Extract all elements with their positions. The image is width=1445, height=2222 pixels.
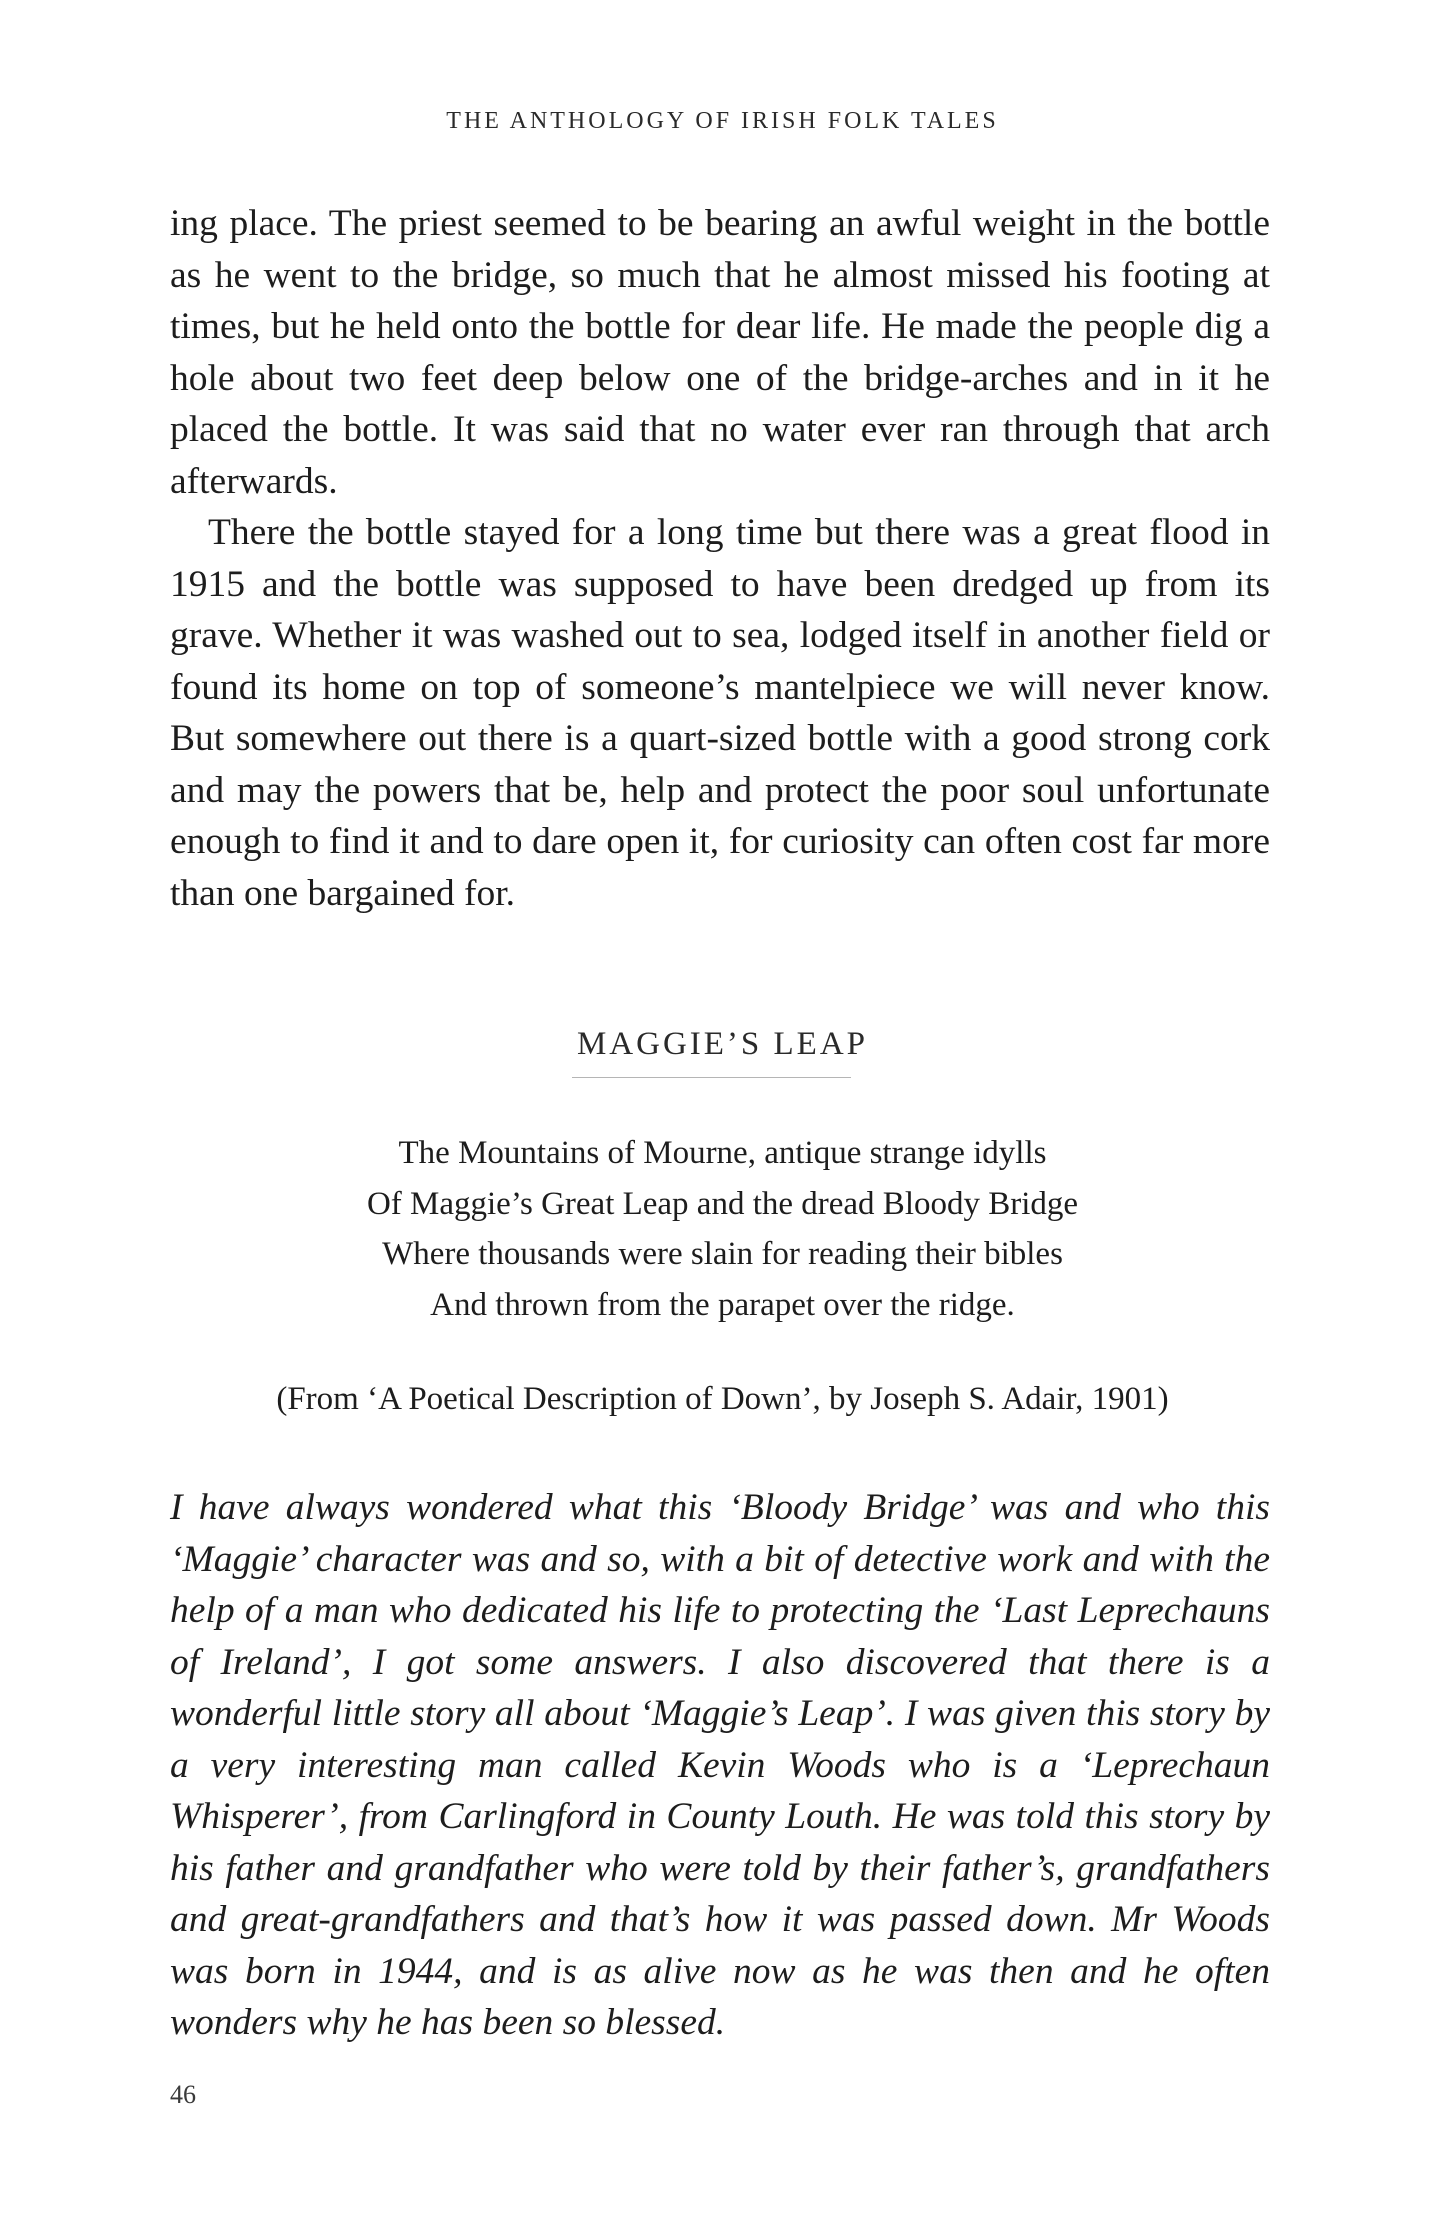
body-text bbox=[170, 198, 1270, 919]
poem-epigraph bbox=[0, 1128, 1445, 1330]
intro-text bbox=[170, 1482, 1270, 2049]
title-rule bbox=[572, 1077, 851, 1078]
paragraph-flood: There the bottle stayed for a long time but there was a great flood in 1915 and the bottle was supposed to have been dredged up from its grave. Whether it was washed out to sea, lodged itself in another field or found its home on top of someone’s mantelpiece we will never know. But somewhere out there is a quart-sized bottle with a good strong cork and may the powers that be, help and protect the poor soul unfortunate enough to find it and to dare open it, for curiosity can often cost far more than one bargained for. bbox=[170, 512, 1270, 914]
poem-line: Where thousands were slain for reading their bibles bbox=[382, 1236, 1063, 1272]
poem-line: Of Maggie’s Great Leap and the dread Bloody Bridge bbox=[366, 1185, 1079, 1222]
poem-source: (From ‘A Poetical Description of Down’, by Joseph S. Adair, 1901) bbox=[276, 1381, 1169, 1417]
poem-line: The Mountains of Mourne, antique strange idylls bbox=[398, 1135, 1047, 1171]
paragraph-continued: ing place. The priest seemed to be bearing an awful weight in the bottle as he went to the bridge, so much that he almost missed his footing at times, but he held onto the bottle for dear life. He made the people dig a hole about two feet deep below one of the bridge-arches and in it he placed the bottle. It was said that no water ever ran through that arch afterwards. bbox=[170, 203, 1270, 502]
running-head: THE ANTHOLOGY OF IRISH FOLK TALES bbox=[446, 108, 999, 134]
page-number: 46 bbox=[170, 2080, 196, 2109]
poem-line: And thrown from the parapet over the ridge. bbox=[430, 1286, 1015, 1323]
intro-paragraph: I have always wondered what this ‘Bloody Bridge’ was and who this ‘Maggie’ character was and so, with a bit of detective work and with the help of a man who dedicated his life to protecting the ‘Last Leprechauns of Ireland’, I got some answers. I also discovered that there is a wonderful little story all about ‘Maggie’s Leap’. I was given this story by a very interesting man called Kevin Woods who is a ‘Leprechaun Whisperer’, from Carlingford in County Louth. He was told this story by his father and grandfather who were told by their father’s, grandfathers and great-grandfathers and that’s how it was passed down. Mr Woods was born in 1944, and is as alive now as he was then and he often wonders why he has been so blessed. bbox=[170, 1487, 1270, 2043]
section-title: MAGGIE’S LEAP bbox=[576, 1026, 869, 1062]
